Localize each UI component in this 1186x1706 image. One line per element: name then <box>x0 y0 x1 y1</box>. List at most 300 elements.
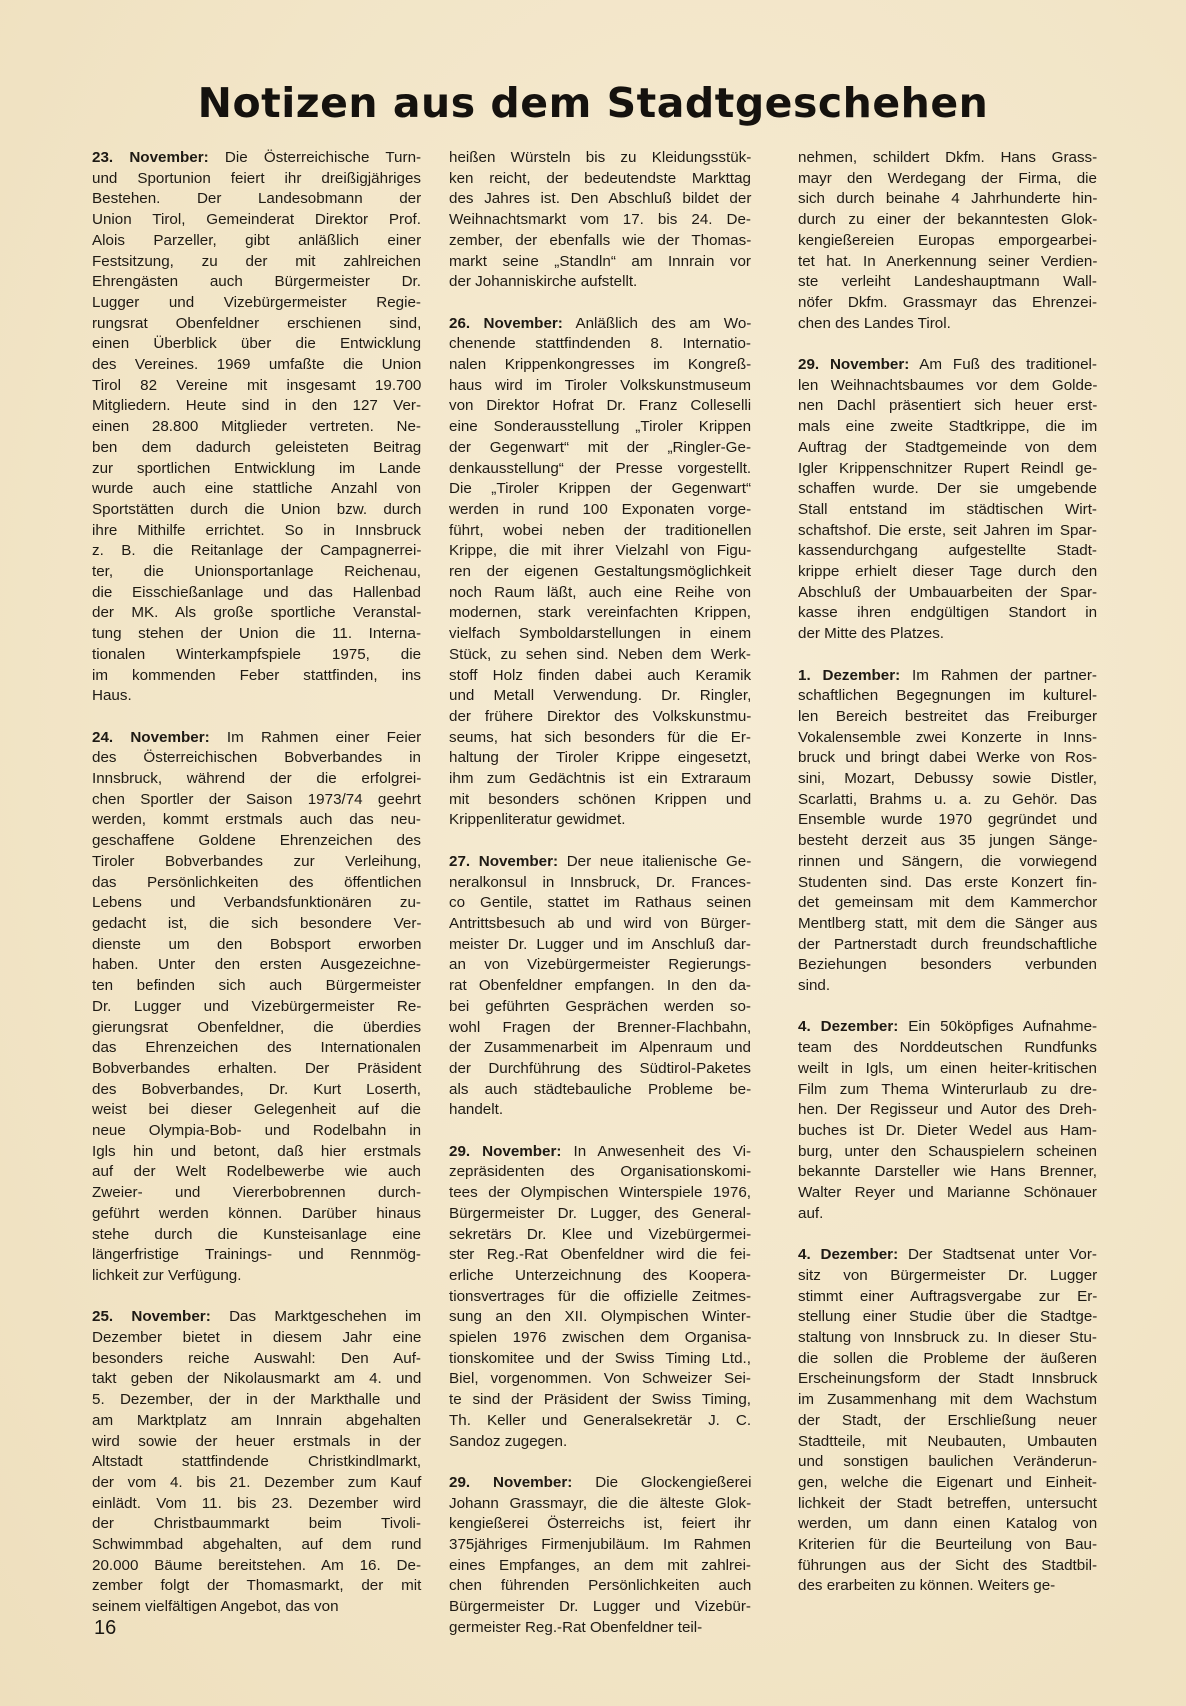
entry-text: Haus. <box>92 687 132 705</box>
text-line <box>449 748 751 769</box>
entry-text: Die Glockengießerei <box>572 1473 752 1491</box>
entry-text: auf. <box>798 1204 824 1222</box>
entry-text: weilt in Igls, um einen heiter-kritischen <box>798 1059 1097 1077</box>
entry-text: besonders reiche Auswahl: Den Auf- <box>92 1349 421 1367</box>
entry-date: 26. November: <box>449 314 563 332</box>
text-line <box>92 148 421 169</box>
entry-text: te sind der Präsident der Swiss Timing, <box>449 1391 751 1409</box>
text-line <box>92 583 421 604</box>
entry-text: Am Fuß des traditionel- <box>909 356 1097 374</box>
text-line <box>92 562 421 583</box>
entry-text: der Johanniskirche aufstellt. <box>449 273 638 291</box>
entry-text: wurde auch eine stattliche Anzahl von <box>92 480 422 498</box>
entry-text: auf der Welt Rodelbewerbe wie auch <box>92 1163 421 1181</box>
text-line <box>449 314 751 335</box>
entry-text: modernen, stark vereinfachten Krippen, <box>449 604 751 622</box>
entry-text: am Marktplatz am Innrain abgehalten <box>92 1411 421 1429</box>
entry-text: eine Sonderausstellung „Tiroler Krippen <box>449 418 752 436</box>
text-line <box>798 417 1097 438</box>
entry-text: nöfer Dkfm. Grassmayr das Ehrenzei- <box>798 293 1097 311</box>
entry-text: haltung der Tiroler Krippe eingesetzt, <box>449 749 752 767</box>
text-line <box>798 748 1097 769</box>
entry-date: 27. November: <box>449 852 559 870</box>
entry-text: schaffen wurde. Der sie umgebende <box>798 480 1097 498</box>
text-line <box>798 728 1097 749</box>
entry-text: chen des Landes Tirol. <box>798 314 951 332</box>
entry-text: buches ist Dr. Dieter Wedel aus Ham- <box>798 1122 1097 1139</box>
text-line <box>449 1162 751 1183</box>
entry-text: längerfristige Trainings- und Rennmög- <box>92 1246 421 1264</box>
entry-text: werden, um dann einen Katalog von <box>798 1515 1098 1533</box>
entry-text: des Bobverbandes, Dr. Kurt Loserth, <box>92 1080 421 1098</box>
text-line <box>798 355 1097 376</box>
entry-text: Zweier- und Viererbobrennen durch- <box>92 1184 421 1202</box>
text-line <box>92 769 421 790</box>
entry-text: im kommenden Feber stattfinden, ins <box>92 666 421 684</box>
entry-text: Bestehen. Der Landesobmann der <box>92 190 422 208</box>
entry-text: Der neue italienische Ge- <box>558 852 752 870</box>
text-line <box>449 148 751 169</box>
entry-text: Die „Tiroler Krippen der Gegenwart“ <box>449 480 751 498</box>
text-line <box>798 438 1097 459</box>
entry-text: mals eine zweite Stadtkrippe, die im <box>798 418 1098 436</box>
entry-text: werden in rund 100 Exponaten vorge- <box>449 500 752 518</box>
news-entry <box>798 355 1097 645</box>
entry-text: der Gegenwart“ mit der „Ringler-Ge- <box>449 438 751 456</box>
text-line <box>92 521 421 542</box>
text-line <box>449 1038 751 1059</box>
text-line <box>798 231 1097 252</box>
text-line <box>92 1225 421 1246</box>
text-line <box>92 831 421 852</box>
entry-date: 23. November: <box>92 149 209 166</box>
text-line <box>798 314 1097 335</box>
entry-text: der Stadt, der Erschließung neuer <box>798 1411 1097 1429</box>
text-line <box>449 562 751 583</box>
article-column-left <box>92 148 421 1618</box>
text-line <box>92 376 421 397</box>
entry-text: Biel, vorgenommen. Von Schweizer Sei- <box>449 1370 751 1388</box>
text-line <box>798 1121 1097 1142</box>
text-line <box>798 1266 1097 1287</box>
entry-text: Ensemble wurde 1970 gegründet und <box>798 811 1098 829</box>
text-line <box>798 1328 1097 1349</box>
entry-text: In Anwesenheit des Vi- <box>561 1142 752 1160</box>
entry-text: ren der eigenen Gestaltungsmöglichkeit <box>449 563 751 581</box>
text-line <box>798 1452 1097 1473</box>
text-line <box>92 1245 421 1266</box>
text-line <box>449 1328 751 1349</box>
text-line <box>92 438 421 459</box>
text-line <box>798 148 1097 169</box>
text-line <box>92 231 421 252</box>
entry-text: die sollen die Probleme der äußeren <box>798 1349 1097 1367</box>
entry-text: 375jähriges Firmenjubiläum. Im Rahmen <box>449 1536 751 1554</box>
text-line <box>449 334 751 355</box>
text-line <box>449 645 751 666</box>
text-line <box>798 707 1097 728</box>
entry-text: haus wird im Tiroler Volkskunstmuseum <box>449 376 751 394</box>
entry-text: des Vereines. 1969 umfaßte die Union <box>92 356 422 374</box>
entry-text: und Sportunion feiert ihr dreißigjähriges <box>92 169 421 187</box>
text-line <box>449 997 751 1018</box>
text-line <box>92 500 421 521</box>
entry-text: wohl Fragen der Brenner-Flachbahn, <box>449 1018 752 1036</box>
entry-text: bei geführten Gesprächen werden so- <box>449 997 751 1015</box>
text-line <box>92 914 421 935</box>
entry-date: 29. November: <box>449 1142 562 1160</box>
entry-text: erliche Unterzeichnung des Koopera- <box>449 1266 751 1284</box>
news-entry <box>798 666 1097 997</box>
entry-text: Die Österreichische Turn- <box>208 149 422 166</box>
text-line <box>449 1059 751 1080</box>
entry-text: chen führenden Persönlichkeiten auch <box>449 1577 752 1595</box>
text-line <box>92 810 421 831</box>
article-column-middle <box>449 148 751 1639</box>
text-line <box>449 1432 751 1453</box>
text-line <box>92 666 421 687</box>
text-line <box>449 1349 751 1370</box>
text-line <box>92 1514 421 1535</box>
text-line <box>798 1287 1097 1308</box>
entry-text: sind. <box>798 977 831 995</box>
text-line <box>798 1411 1097 1432</box>
entry-text: Johann Grassmayr, die die älteste Glok- <box>449 1494 752 1512</box>
text-line <box>798 169 1097 190</box>
text-line <box>92 355 421 376</box>
text-line <box>92 748 421 769</box>
entry-text: der MK. Als große sportliche Veranstal- <box>92 604 422 622</box>
entry-text: Tiroler Bobverbandes zur Verleihung, <box>92 852 422 870</box>
text-line <box>92 314 421 335</box>
entry-date: 25. November: <box>92 1308 211 1326</box>
entry-date: 24. November: <box>92 728 210 746</box>
entry-text: rinnen und Sängern, die vorwiegend <box>798 852 1098 870</box>
text-line <box>449 1266 751 1287</box>
text-line <box>798 1556 1097 1577</box>
text-line <box>92 976 421 997</box>
text-line <box>798 976 1097 997</box>
text-line <box>92 1183 421 1204</box>
text-line <box>92 396 421 417</box>
text-line <box>798 1307 1097 1328</box>
text-line <box>449 1204 751 1225</box>
text-line <box>449 1225 751 1246</box>
text-line <box>798 873 1097 894</box>
entry-text: neralkonsul in Innsbruck, Dr. Frances- <box>449 873 751 891</box>
text-line <box>798 562 1097 583</box>
entry-text: Studenten sind. Das erste Konzert fin- <box>798 873 1097 891</box>
text-line <box>798 1535 1097 1556</box>
entry-text: stellung einer Studie über die Stadtge- <box>798 1308 1098 1326</box>
entry-text: dienste um den Bobsport erworben <box>92 935 422 953</box>
entry-text: besteht derzeit aus 35 jungen Sänge- <box>798 832 1098 850</box>
text-line <box>92 417 421 438</box>
text-line <box>449 603 751 624</box>
entry-text: kassendurchgang aufgestellte Stadt- <box>798 542 1097 560</box>
entry-text: die Eisschießanlage und das Hallenbad <box>92 583 421 601</box>
entry-text: Alois Parzeller, gibt anläßlich einer <box>92 231 422 249</box>
news-entry <box>449 314 751 832</box>
text-line <box>798 521 1097 542</box>
text-line <box>798 852 1097 873</box>
text-line <box>449 728 751 749</box>
text-line <box>92 1100 421 1121</box>
text-line <box>92 893 421 914</box>
text-line <box>798 210 1097 231</box>
text-line <box>449 790 751 811</box>
news-entry <box>449 148 751 293</box>
entry-text: und Metall Verwendung. Dr. Ringler, <box>449 687 752 705</box>
entry-text: neue Olympia-Bob- und Rodelbahn in <box>92 1122 422 1140</box>
entry-text: ihm zum Gedächtnis ist ein Extraraum <box>449 770 751 788</box>
entry-text: Schwimmbad abgehalten, auf dem rund <box>92 1536 422 1554</box>
entry-text: len Bereich bestreitet das Freiburger <box>798 707 1097 725</box>
entry-text: Dr. Lugger und Vizebürgermeister Re- <box>92 997 422 1015</box>
text-line <box>449 1576 751 1597</box>
text-line <box>798 1432 1097 1453</box>
text-line <box>92 272 421 293</box>
text-line <box>798 831 1097 852</box>
entry-text: Bürgermeister Dr. Lugger, des General- <box>449 1204 751 1222</box>
text-line <box>798 686 1097 707</box>
text-line <box>449 1514 751 1535</box>
text-line <box>798 583 1097 604</box>
entry-text: Stadtteile, mit Neubauten, Umbauten <box>798 1432 1098 1450</box>
entry-text: bekannte Darsteller wie Hans Brenner, <box>798 1163 1098 1181</box>
entry-text: schaftshof. Die erste, seit Jahren im Spar- <box>798 521 1097 539</box>
entry-text: werden, kommt erstmals auch das neu- <box>92 811 421 829</box>
entry-text: Vokalensemble zwei Konzerte in Inns- <box>798 728 1097 746</box>
entry-text: Festsitzung, zu der mit zahlreichen <box>92 252 421 270</box>
text-line <box>798 1059 1097 1080</box>
text-line <box>798 603 1097 624</box>
entry-text: sekretärs Dr. Klee und Vizebürgermei- <box>449 1225 752 1243</box>
entry-text: das Persönlichkeiten des öffentlichen <box>92 873 422 891</box>
text-line <box>92 1204 421 1225</box>
text-line <box>449 438 751 459</box>
entry-text: heißen Würsteln bis zu Kleidungsstük- <box>449 149 752 166</box>
page-title: Notizen aus dem Stadtgeschehen <box>197 79 989 127</box>
text-line <box>449 500 751 521</box>
entry-text: det gemeinsam mit dem Kammerchor <box>798 894 1098 912</box>
news-entry <box>798 1245 1097 1597</box>
entry-text: tet hat. In Anerkennung seiner Verdien- <box>798 252 1098 270</box>
entry-text: ste verleiht Landeshauptmann Wall- <box>798 273 1097 291</box>
text-line <box>449 1307 751 1328</box>
text-line <box>92 169 421 190</box>
text-line <box>92 1597 421 1618</box>
text-line <box>449 810 751 831</box>
text-line <box>449 852 751 873</box>
text-line <box>449 914 751 935</box>
text-line <box>92 997 421 1018</box>
entry-text: stehe durch die Kunsteisanlage eine <box>92 1225 421 1243</box>
text-line <box>92 728 421 749</box>
text-line <box>449 541 751 562</box>
entry-text: mit besonders schönen Krippen und <box>449 790 752 808</box>
entry-text: Ehrengästen auch Bürgermeister Dr. <box>92 273 421 291</box>
entry-text: der Durchführung des Südtirol-Paketes <box>449 1059 751 1077</box>
text-line <box>449 1287 751 1308</box>
text-line <box>798 479 1097 500</box>
entry-text: ken reicht, der bedeutendste Markttag <box>449 169 751 187</box>
entry-text: 5. Dezember, der in der Markthalle und <box>92 1391 421 1409</box>
entry-text: Abschluß der Umbauarbeiten der Spar- <box>798 583 1098 601</box>
entry-text: gedacht ist, die sich besondere Ver- <box>92 915 422 932</box>
text-line <box>798 272 1097 293</box>
text-line <box>92 873 421 894</box>
page-number: 16 <box>94 1617 117 1639</box>
text-line <box>92 1266 421 1287</box>
text-line <box>798 810 1097 831</box>
entry-text: team des Norddeutschen Rundfunks <box>798 1039 1097 1057</box>
text-line <box>92 1018 421 1039</box>
text-line <box>92 1121 421 1142</box>
news-entry <box>449 852 751 1121</box>
entry-text: Das Marktgeschehen im <box>210 1308 421 1326</box>
entry-text: einlädt. Vom 11. bis 23. Dezember wird <box>92 1494 422 1512</box>
text-line <box>449 1556 751 1577</box>
entry-text: takt geben der Nikolausmarkt am 4. und <box>92 1370 422 1388</box>
news-entry <box>92 148 421 707</box>
text-line <box>449 376 751 397</box>
entry-text: zember, der ebenfalls wie der Thomas- <box>449 231 752 249</box>
text-line <box>449 1494 751 1515</box>
text-line <box>449 189 751 210</box>
entry-text: tionalen Winterkampfspiele 1975, die <box>92 645 422 663</box>
entry-text: des erarbeiten zu können. Weiters ge- <box>798 1577 1056 1595</box>
news-entry <box>449 1142 751 1453</box>
text-line <box>798 666 1097 687</box>
text-line <box>449 686 751 707</box>
text-line <box>798 500 1097 521</box>
text-line <box>798 1245 1097 1266</box>
entry-text: Krippenliteratur gewidmet. <box>449 811 626 829</box>
entry-text: sitz von Bürgermeister Dr. Lugger <box>798 1266 1098 1284</box>
text-line <box>449 169 751 190</box>
entry-text: len Weihnachtsbaumes vor dem Golde- <box>798 376 1098 394</box>
entry-text: co Gentile, stattet im Rathaus seinen <box>449 894 752 912</box>
entry-text: seums, hat sich besonders für die Er- <box>449 728 751 746</box>
text-line <box>449 1390 751 1411</box>
entry-text: Im Rahmen der partner- <box>900 666 1097 684</box>
text-line <box>92 1369 421 1390</box>
entry-text: lichkeit zur Verfügung. <box>92 1266 242 1284</box>
entry-date: 29. November: <box>449 1473 573 1491</box>
entry-text: kengießereien Europas emporgearbei- <box>798 231 1098 249</box>
entry-text: als auch städtebauliche Probleme be- <box>449 1080 752 1098</box>
entry-text: Tirol 82 Vereine mit insgesamt 19.700 <box>92 376 422 394</box>
text-line <box>449 252 751 273</box>
entry-text: stoff Holz finden dabei auch Keramik <box>449 666 752 684</box>
text-line <box>92 852 421 873</box>
text-line <box>798 1369 1097 1390</box>
text-line <box>449 272 751 293</box>
entry-text: sini, Mozart, Debussy sowie Distler, <box>798 770 1097 788</box>
text-line <box>92 252 421 273</box>
entry-text: im Zusammenhang mit dem Wachstum <box>798 1391 1097 1409</box>
text-line <box>798 252 1097 273</box>
entry-text: von Direktor Hofrat Dr. Franz Colleselli <box>449 397 752 415</box>
text-line <box>92 1038 421 1059</box>
text-line <box>92 1411 421 1432</box>
text-line <box>92 459 421 480</box>
text-line <box>92 1080 421 1101</box>
text-line <box>798 1473 1097 1494</box>
entry-text: kengießerei Österreichs ist, feiert ihr <box>449 1515 751 1533</box>
entry-text: ter, die Unionsportanlage Reichenau, <box>92 563 421 581</box>
entry-text: Mitgliedern. Heute sind in den 127 Ver- <box>92 397 421 415</box>
text-line <box>92 1576 421 1597</box>
entry-text: Igler Krippenschnitzer Rupert Reindl ge- <box>798 459 1098 477</box>
text-line <box>92 686 421 707</box>
text-line <box>449 210 751 231</box>
entry-text: Kriterien für die Beurteilung von Bau- <box>798 1536 1098 1554</box>
entry-text: tionskomitee und der Swiss Timing Ltd., <box>449 1349 751 1367</box>
text-line <box>449 355 751 376</box>
text-line <box>449 521 751 542</box>
entry-text: führungen aus der Sicht des Stadtbil- <box>798 1556 1097 1574</box>
entry-text: an von Vizebürgermeister Regierungs- <box>449 956 751 974</box>
entry-text: meister Dr. Lugger und im Anschluß dar- <box>449 935 751 953</box>
entry-text: Lebens und Verbandsfunktionären zu- <box>92 894 421 912</box>
entry-text: mayr den Werdegang der Firma, die <box>798 169 1097 187</box>
entry-text: ten befinden sich auch Bürgermeister <box>92 977 421 995</box>
text-line <box>449 873 751 894</box>
text-line <box>449 1183 751 1204</box>
text-line <box>449 396 751 417</box>
text-line <box>92 1162 421 1183</box>
text-line <box>92 790 421 811</box>
text-line <box>92 1349 421 1370</box>
entry-text: geführt werden können. Darüber hinaus <box>92 1204 421 1222</box>
entry-text: nalen Krippenkongresses im Kongreß- <box>449 356 752 374</box>
text-line <box>798 1514 1097 1535</box>
entry-text: Lugger und Vizebürgermeister Regie- <box>92 293 421 311</box>
entry-text: Krippe, die mit ihrer Vielzahl von Figu- <box>449 542 752 560</box>
news-entry <box>798 1017 1097 1224</box>
text-line <box>798 1390 1097 1411</box>
entry-text: Dezember bietet in diesem Jahr eine <box>92 1329 422 1347</box>
entry-text: bruck und bringt dabei Werke von Ros- <box>798 749 1098 767</box>
text-line <box>798 893 1097 914</box>
entry-text: Film zum Thema Winterurlaub zu dre- <box>798 1080 1097 1098</box>
entry-text: des Österreichischen Bobverbandes in <box>92 749 421 767</box>
entry-text: führt, wobei neben der traditionellen <box>449 521 752 539</box>
entry-text: zepräsidenten des Organisationskomi- <box>449 1163 752 1181</box>
entry-text: schaftlichen Begegnungen im kulturel- <box>798 687 1097 705</box>
text-line <box>798 541 1097 562</box>
entry-text: stimmt einer Auftragsvergabe zur Er- <box>798 1287 1098 1305</box>
text-line <box>798 1349 1097 1370</box>
text-line <box>798 769 1097 790</box>
entry-text: tung stehen der Union die 11. Interna- <box>92 625 421 643</box>
entry-text: Beziehungen besonders verbunden <box>798 956 1097 974</box>
entry-text: eines Empfanges, an dem mit zahlrei- <box>449 1556 751 1574</box>
text-line <box>798 1204 1097 1225</box>
entry-text: einen Überblick über die Entwicklung <box>92 335 422 353</box>
text-line <box>449 707 751 728</box>
text-line <box>449 955 751 976</box>
text-line <box>449 1018 751 1039</box>
entry-text: chen Sportler der Saison 1973/74 geehrt <box>92 790 421 808</box>
text-line <box>449 769 751 790</box>
text-line <box>92 189 421 210</box>
text-line <box>92 1328 421 1349</box>
entry-text: zember folgt der Thomasmarkt, der mit <box>92 1577 422 1595</box>
entry-text: ster Reg.-Rat Obenfeldner wird die fei- <box>449 1246 751 1264</box>
